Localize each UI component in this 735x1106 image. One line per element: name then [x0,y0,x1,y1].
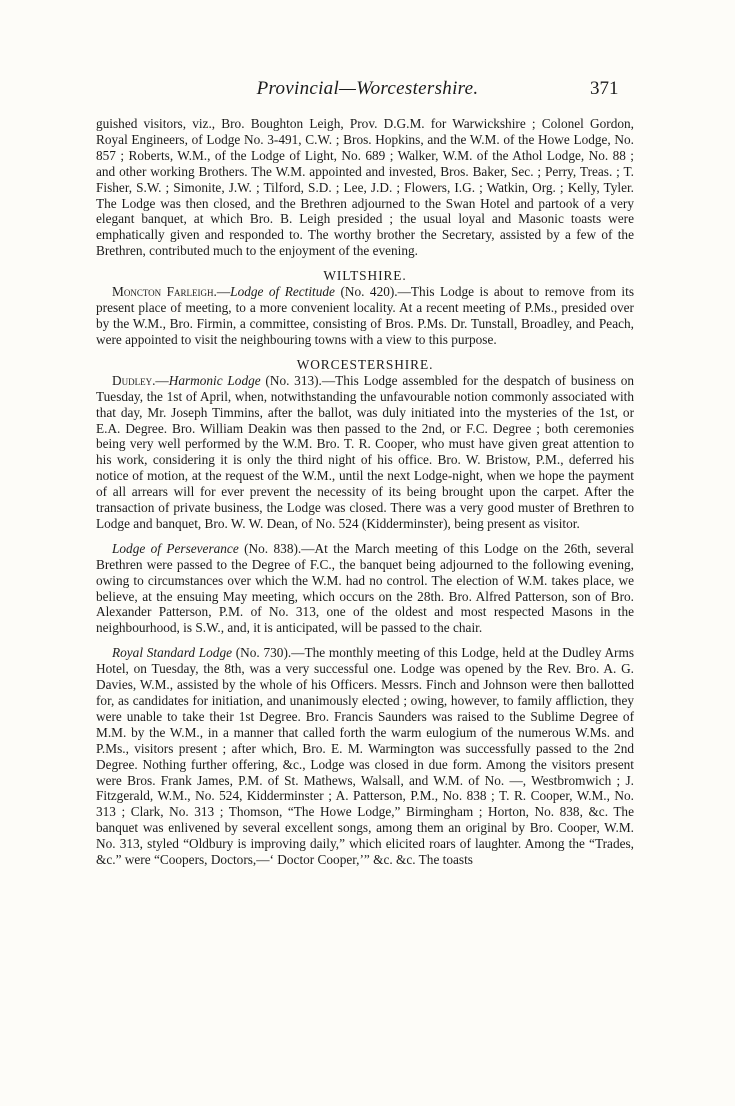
paragraph-text: (No. 420).—This Lodge is about to remove from its present place of meeting, to a more convenient locality. At a recent meeting of P.Ms., presided over by the W.M., Bro. Firmin, a committee, consisting of Bros. P.Ms. Dr. Tunstall, Broadley, and Peach, were appointed to visit the neighbouring towns with a view to this purpose. [96,284,635,347]
section-heading-wiltshire: WILTSHIRE. [323,268,407,284]
place-name: Dudley. [112,372,156,388]
paragraph-text: (No. 838).—At the March meeting of this Lodge on the 26th, several Brethren were passed to the Degree of F.C., the banquet being adjourned to the following evening, owing to circumstances over which the W.M. had no control. The election of W.M. takes place, we believe, at the ensuing May meeting, which occurs on the 28th. Bro. Alfred Patterson, son of Bro. Alexander Patterson, P.M. of No. 313, one of the oldest and most respected Masons in the neighbourhood, is S.W., and, it is anticipated, will be passed to the chair. [96,540,634,636]
opening-paragraph: guished visitors, viz., Bro. Boughton Leigh, Prov. D.G.M. for Warwickshire ; Colonel Gordon, Royal Engineers, of Lodge No. 3-491, C.W. ; Bros. Hopkins, and the W.M. of the Howe Lodge, No. 857 ; Roberts, W.M., of the Lodge of Light, No. 689 ; Walker, W.M. of the Athol Lodge, No. 88 ; and other working Brothers. The W.M. appointed and invested, Bros. Baker, Sec. ; Perry, Treas. ; T. Fisher, S.W. ; Simonite, J.W. ; Tilford, S.D. ; Lee, J.D. ; Flowers, I.G. ; Watkin, Org. ; Kelly, Tyler. The Lodge was then closed, and the Brethren adjourned to the Swan Hotel and partook of a very elegant banquet, at which Bro. B. Leigh presided ; the usual loyal and Masonic toasts were emphatically given and responded to. The worthy brother the Secretary, assisted by a few of the Brethren, contributed much to the enjoyment of the evening. [96,116,634,259]
royal-standard-paragraph [96,645,634,868]
running-title: Provincial—Worcestershire. [256,78,479,99]
wiltshire-paragraph: Moncton Farleigh.—Lodge of Rectitude (No. 420).—This Lodge is about to remove from its present place of meeting, to a more convenient locality. At a recent meeting of P.Ms., presided over by the W.M., Bro. Firmin, a committee, consisting of Bros. P.Ms. Dr. Tunstall, Broadley, and Peach, were appointed to visit the neighbouring towns with a view to this purpose. [96,284,635,347]
article-body [96,116,634,868]
perseverance-paragraph [96,541,634,636]
lodge-name: Harmonic Lodge [168,372,261,388]
lodge-name: Lodge of Rectitude [230,284,335,300]
paragraph-text: (No. 313).—This Lodge assembled for the despatch of business on Tuesday, the 1st of April, when, notwithstanding the unfavourable notion commonly associated with that day, Mr. Joseph Timmins, after the ballot, was duly initiated into the mysteries of the 1st, or E.A. Degree. Bro. William Deakin was then passed to the 2nd, or F.C. Degree ; both ceremonies being very well performed by the W.M. Bro. T. R. Cooper, who must have given great attention to his work, considering it is only the third night of his office. Bro. W. Bristow, P.M., deferred his notice of motion, at the request of the W.M., until the next Lodge-night, when we hope the payment of all arrears will for ever prevent the necessity of its being brought upon the carpet. After the transaction of private business, the Lodge was closed. There was a very good muster of Brethren to Lodge and banquet, Bro. W. W. Dean, of No. 524 (Kidderminster), being present as visitor. [96,372,634,531]
lodge-name: Lodge of Perseverance [112,540,239,556]
place-name: Moncton Farleigh. [112,284,217,300]
page-number: 371 [590,78,619,99]
lodge-name: Royal Standard Lodge [112,645,233,661]
dudley-paragraph: Dudley.—Harmonic Lodge (No. 313).—This Lodge assembled for the despatch of business on Tuesday, the 1st of April, when, notwithstanding the unfavourable notion commonly associated with that day, Mr. Joseph Timmins, after the ballot, was duly initiated into the mysteries of the 1st, or E.A. Degree. Bro. William Deakin was then passed to the 2nd, or F.C. Degree ; both ceremonies being very well performed by the W.M. Bro. T. R. Cooper, who must have given great attention to his work, considering it is only the third night of his office. Bro. W. Bristow, P.M., deferred his notice of motion, at the request of the W.M., until the next Lodge-night, when we hope the payment of all arrears will for ever prevent the necessity of its being brought upon the carpet. After the transaction of private business, the Lodge was closed. There was a very good muster of Brethren to Lodge and banquet, Bro. W. W. Dean, of No. 524 (Kidderminster), being present as visitor. [96,372,634,531]
paragraph-text: (No. 730).—The monthly meeting of this Lodge, held at the Dudley Arms Hotel, on Tuesday, the 8th, was a very successful one. Lodge was opened by the Rev. Bro. A. G. Davies, W.M., assisted by the whole of his Officers. Messrs. Finch and Johnson were then ballotted for, as candidates for initiation, and unanimously elected ; owing, however, to family affliction, they were unable to take their 1st Degree. Bro. Francis Saunders was raised to the Sublime Degree of M.M. by the W.M., in a manner that called forth the warm eulogium of the numerous W.Ms. and P.Ms., visitors present ; after which, Bro. E. M. Warmington was successfully passed to the 2nd Degree. Nothing further offering, &c., Lodge was closed in due form. Among the visitors present were Bros. Frank James, P.M. of St. Mathews, Walsall, and W.M. of No. —, Westbromwich ; J. Fitzgerald, W.M., No. 524, Kidderminster ; A. Patterson, P.M., No. 838 ; T. R. Cooper, W.M., No. 313 ; Clark, No. 313 ; Thomson, “The Howe Lodge,” Birmingham ; Horton, No. 838, &c. The banquet was enlivened by several excellent songs, among them an original by Bro. Cooper, W.M. No. 313, styled “Oldbury is improving daily,” which elicited roars of laughter. Among the “Trades, &c.” were “Coopers, Doctors,—‘ Doctor Cooper,’” &c. &c. The toasts [96,645,635,868]
section-heading-worcestershire: WORCESTERSHIRE. [296,356,434,372]
